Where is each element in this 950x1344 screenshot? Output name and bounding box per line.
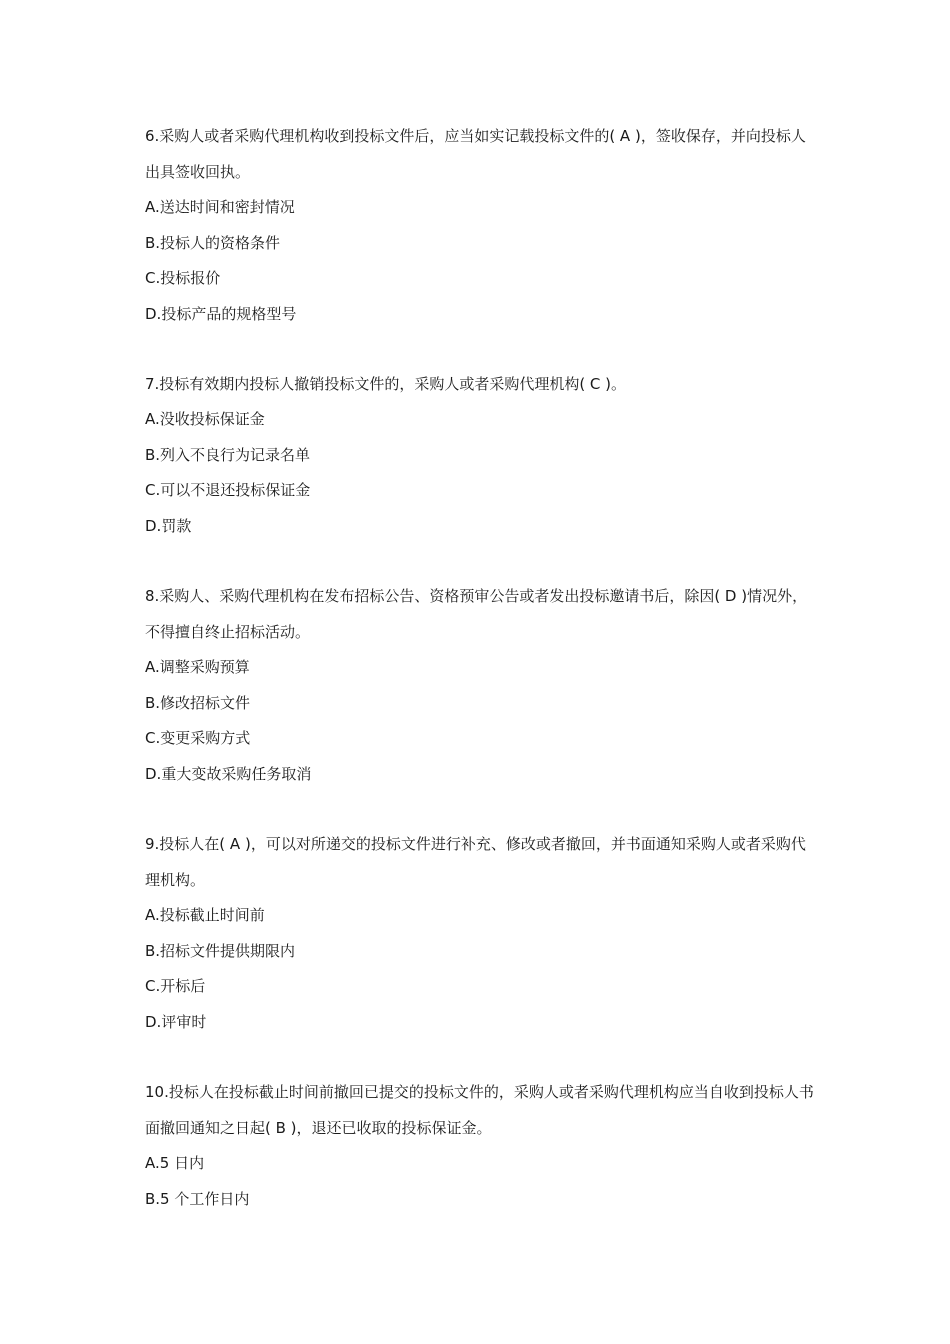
option-c: C.投标报价 [145, 269, 221, 287]
question-stem: 10.投标人在投标截止时间前撤回已提交的投标文件的，采购人或者采购代理机构应当自收到投标人书面撤回通知之日起( B )，退还已收取的投标保证金。 [145, 1083, 814, 1137]
question-stem: 6.采购人或者采购代理机构收到投标文件后，应当如实记载投标文件的( A )，签收保存，并向投标人出具签收回执。 [145, 127, 806, 181]
question-6 [145, 118, 815, 332]
question-7 [145, 366, 815, 544]
option-a: A.5 日内 [145, 1154, 205, 1172]
option-d: D.投标产品的规格型号 [145, 304, 297, 323]
question-stem: 7.投标有效期内投标人撤销投标文件的，采购人或者采购代理机构( C )。 [145, 375, 627, 393]
question-stem: 8.采购人、采购代理机构在发布招标公告、资格预审公告或者发出投标邀请书后，除因( D )情况外，不得擅自终止招标活动。 [145, 587, 808, 641]
option-b: B.修改招标文件 [145, 693, 251, 712]
option-d: D.重大变故采购任务取消 [145, 764, 312, 783]
question-10 [145, 1074, 815, 1217]
option-d: D.评审时 [145, 1012, 207, 1031]
question-8 [145, 578, 815, 792]
question-9 [145, 826, 815, 1040]
option-a: A.没收投标保证金 [145, 410, 265, 428]
option-b: B.投标人的资格条件 [145, 233, 281, 252]
option-a: A.调整采购预算 [145, 658, 250, 676]
option-a: A.投标截止时间前 [145, 906, 265, 924]
option-c: C.变更采购方式 [145, 729, 251, 747]
option-a: A.送达时间和密封情况 [145, 198, 295, 216]
document-page [145, 118, 815, 1251]
option-b: B.列入不良行为记录名单 [145, 445, 311, 464]
option-b: B.招标文件提供期限内 [145, 941, 296, 960]
option-c: C.可以不退还投标保证金 [145, 481, 311, 499]
option-c: C.开标后 [145, 977, 206, 995]
question-stem: 9.投标人在( A )，可以对所递交的投标文件进行补充、修改或者撤回，并书面通知采购人或者采购代理机构。 [145, 835, 806, 889]
option-d: D.罚款 [145, 516, 192, 535]
option-b: B.5 个工作日内 [145, 1189, 250, 1208]
